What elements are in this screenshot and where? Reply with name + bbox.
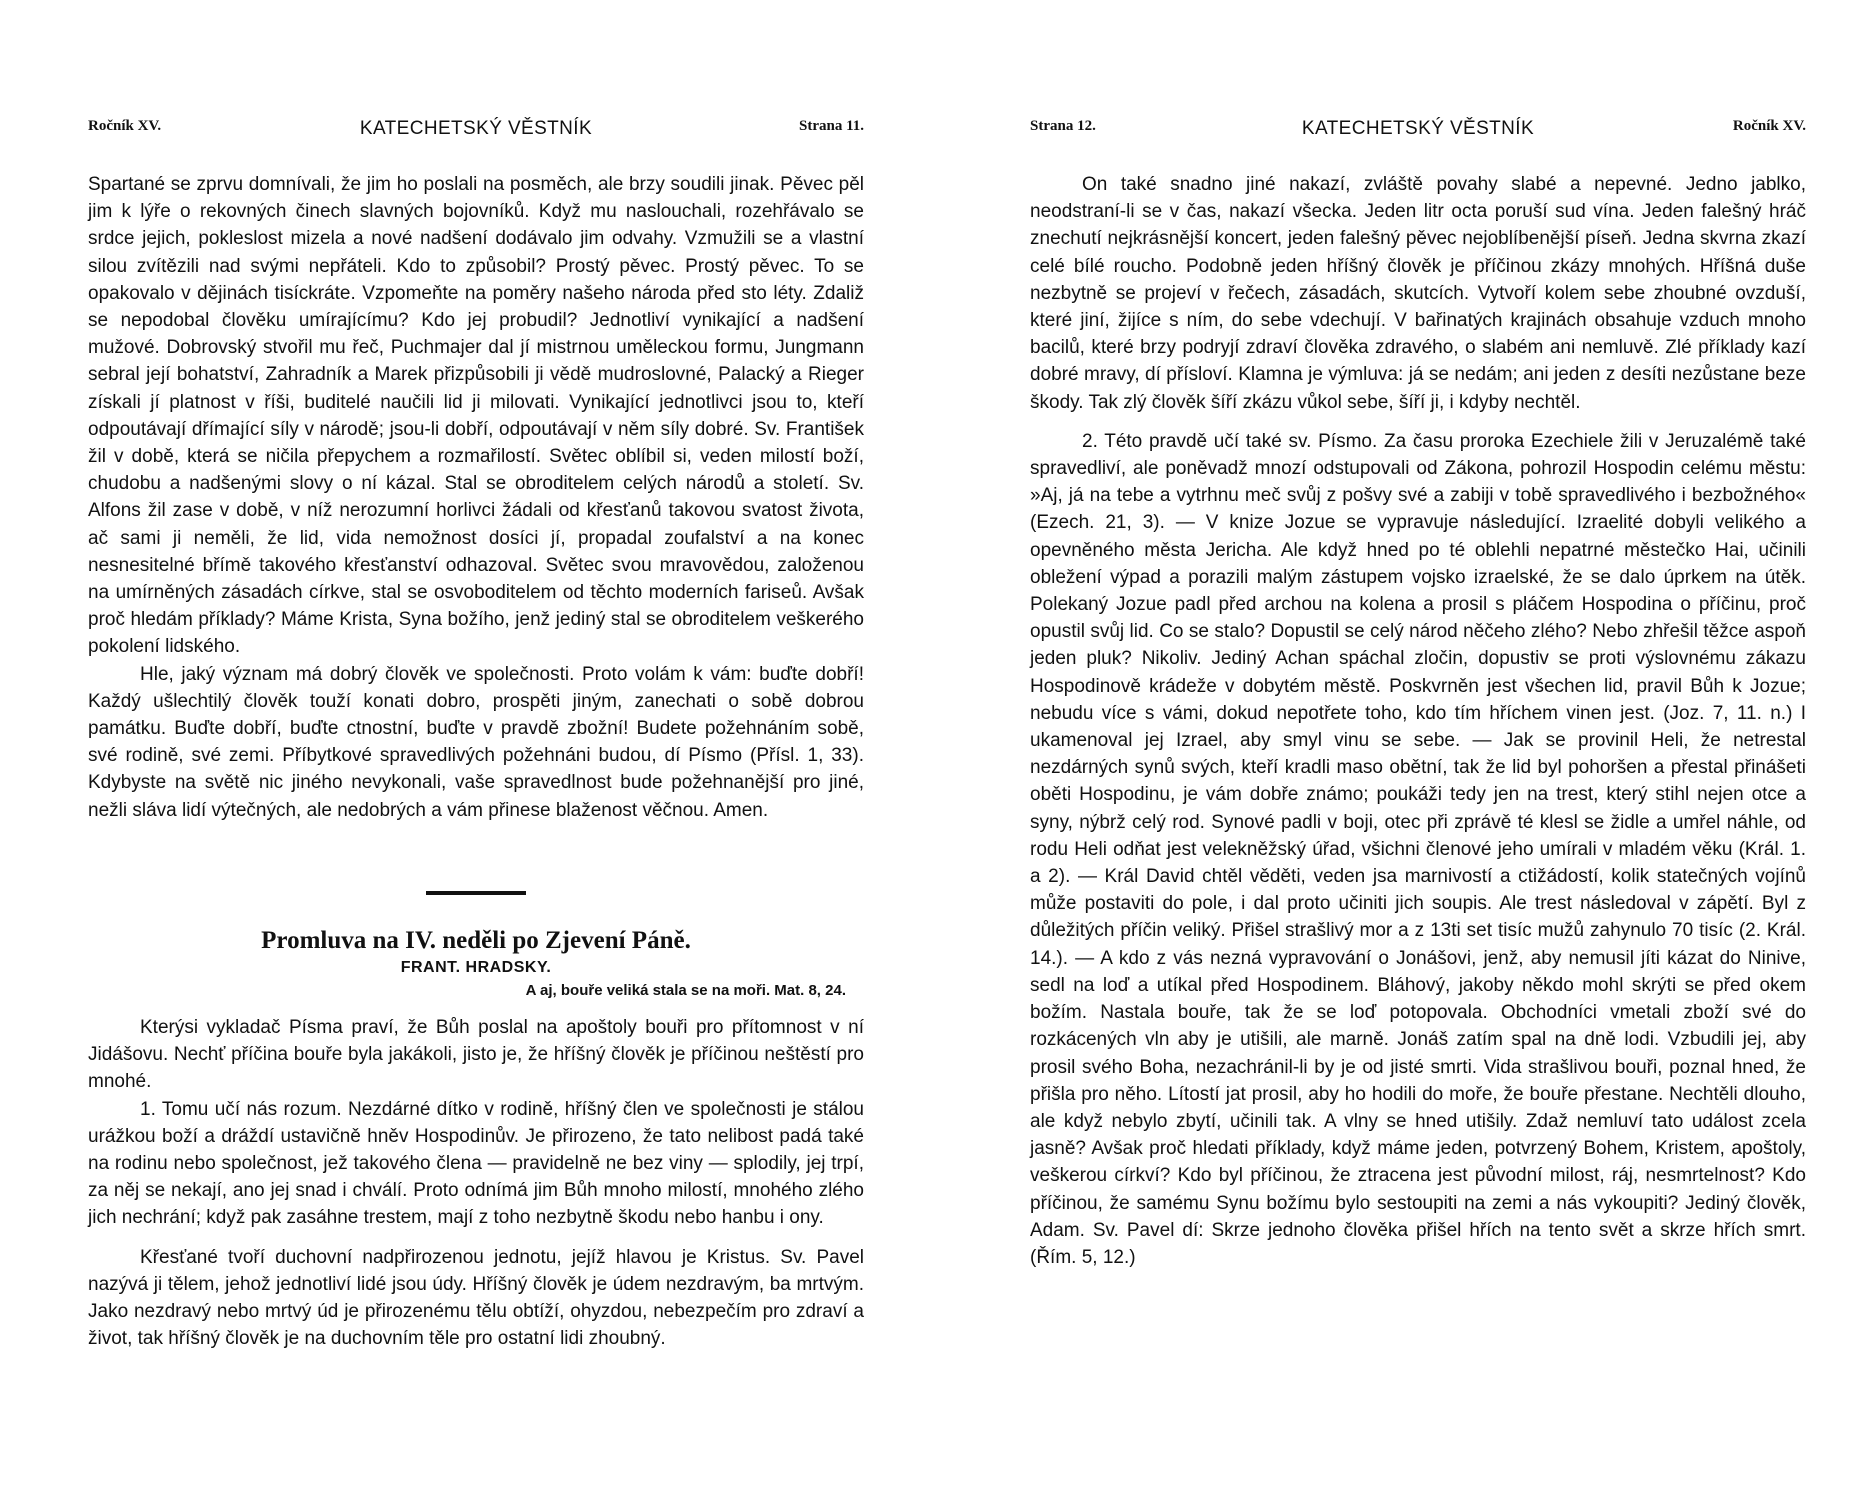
sermon-heading: [88, 925, 864, 1003]
journal-title: KATECHETSKÝ VĚSTNÍK: [1301, 118, 1535, 139]
sermon-body: [88, 1014, 864, 1352]
section-divider: [426, 891, 526, 895]
paragraph: 1. Tomu učí nás rozum. Nezdárné dítko v rodině, hříšný člen ve společnosti je stálou urážkou boží a dráždí ustavičně hněv Hospodinův. Je přirozeno, že tato nelibost padá také na rodinu nebo společnost, jež takového člena — pravidelně ne bez viny — splodily, jej trpí, za něj se nekají, ano jej snad i chválí. Proto odnímá jim Bůh mnoho milostí, mnohého zlého jich nechrání; když pak zasáhne trestem, mají z toho nezbytně škodu nebo hanbu i ony.: [88, 1098, 864, 1229]
sermon-motto: A aj, bouře veliká stala se na moři. Mat. 8, 24.: [525, 982, 846, 999]
page-number: Strana 12.: [1030, 118, 1096, 134]
right-page-body: [1030, 171, 1806, 1271]
paragraph: Hle, jaký význam má dobrý člověk ve společnosti. Proto volám k vám: buďte dobří! Každý ušlechtilý člověk touží konati dobro, prospěti jiným, zanechati o sobě dobrou památku. Buďte dobří, buďte ctnostní, buďte v pravdě zbožní! Budete požehnáním sobě, své rodině, své zemi. Příbytkové spravedlivých požehnáni budou, dí Písmo (Přísl. 1, 33). Kdybyste na světě nic jiného nevykonali, vaše spravedlnost bude požehnanější pro jiné, nežli sláva lidí výtečných, ale nedobrých a vám přinese blaženost věčnou. Amen.: [88, 663, 864, 821]
paragraph: Kterýsi vykladač Písma praví, že Bůh poslal na apoštoly bouři pro přítomnost v ní Jidášovu. Nechť příčina bouře byla jakákoli, jisto je, že hříšný člověk je příčinou neštěstí pro mnohé.: [88, 1017, 864, 1093]
volume-label: Ročník XV.: [1732, 118, 1806, 134]
left-page-header: [88, 118, 864, 142]
paragraph: On také snadno jiné nakazí, zvláště povahy slabé a nepevné. Jedno jablko, neodstraní-li se v čas, nakazí všecka. Jeden litr octa poruší sud vína. Jeden falešný hráč znechutí nejkrásnější koncert, jeden falešný pěvec nejoblíbenější píseň. Jedna skvrna zkazí celé bílé roucho. Podobně jeden hříšný člověk je příčinou zkázy mnohých. Hříšná duše nezbytně se projeví v řečech, zásadách, skutcích. Vytvoří kolem sebe zhoubné ovzduší, které jiní, žijíce s ním, do sebe vdechují. V bařinatých krajinách obsahuje vzduch mnoho bacilů, které brzy podryjí zdraví člověka zdravého, o slabém ani nemluvě. Zlé příklady kazí dobré mravy, dí přísloví. Klamna je výmluva: já se nedám; ani jeden z desíti nezůstane beze škody. Tak zlý člověk šíří zkázu vůkol sebe, šíří ji, i kdyby nechtěl.: [1030, 174, 1806, 413]
left-page-body: [88, 171, 864, 824]
paragraph: 2. Této pravdě učí také sv. Písmo. Za času proroka Ezechiele žili v Jeruzalémě také spravedliví, ale poněvadž mnozí odstupovali od Zákona, pohrozil Hospodin celému městu: »Aj, já na tebe a vytrhnu meč svůj z pošvy své a zabiji v tobě spravedlivého i bezbožného« (Ezech. 21, 3). — V knize Jozue se vypravuje následující. Izraelité dobyli velikého a opevněného města Jericha. Ale když hned po té oblehli nepatrné městečko Hai, učinili obležení výpad a porazili malým zástupem vojsko izraelské, že se dalo úprkem na útěk. Polekaný Jozue padl před archou na kolena a prosil s pláčem Hospodina o příčinu, proč opustil svůj lid. Co se stalo? Dopustil se celý národ něčeho zlého? Nebo zhřešil těžce aspoň jeden pluk? Nikoliv. Jediný Achan spáchal zločin, dopustiv se proti výslovnému zákazu Hospodinově krádeže v dobytém městě. Poskvrněn jest všechen lid, pravil Bůh k Jozue; nebudu více s vámi, dokud nepotřete toho, kdo tím hříchem vinen jest. (Joz. 7, 11. n.) I ukamenoval jej Izrael, aby smyl vinu se sebe. — Jak se provinil Heli, že netrestal nezdárných synů svých, kteří kradli maso obětní, tak že lid byl pohoršen a přestal přinášeti oběti Hospodinu, je vám dobře známo; poukáži tedy jen na trest, který stihl nejen otce a syny, nýbrž celý rod. Synové padli v boji, otec při zprávě té klesl se židle a umřel náhle, od rodu Heli odňat jest velekněžský úřad, všichni členové jeho umírali v mladém věku (Král. 1. a 2). — Král David chtěl věděti, veden jsa marnivostí a ctižádostí, kolik statečných vojínů může postaviti do pole, i dal proto učiniti jich soupis. Ale trest následoval v zápětí. Byl z důležitých příčin veliký. Přišel strašlivý mor a z 13ti set tisíc mužů zahynulo 70 tisíc (2. Král. 14.). — A kdo z vás nezná vypravování o Jonášovi, jenž, aby nemusil jíti kázat do Ninive, sedl na loď a utíkal před Hospodinem. Bláhový, jakoby někdo mohl skrýti se před okem božím. Nastala bouře, tak že se loď potopovala. Obchodníci vmetali zboží své do rozkácených vln aby je utišili, ale marně. Jonáš zatím spal na dně lodi. Vzbudili jej, aby prosil svého Boha, nezachránil-li by je od jisté smrti. Vida strašlivou bouři, poznal hned, že přišla pro něho. Lítostí jat prosil, aby ho hodili do moře, že bouře přestane. Nechtěli dlouho, ale když nebylo zbytí, učinili tak. A vlny se hned utišily. Zdaž nemluví tato událost zcela jasně? Avšak proč hledati příklady, když máme jeden, potvrzený Bohem, Kristem, apoštoly, veškerou církví? Kdo byl příčinou, že ztracena jest původní milost, ráj, nesmrtelnost? Kdo příčinou, že samému Synu božímu bylo sestoupiti na zemi a nás vykoupiti? Jediný člověk, Adam. Sv. Pavel dí: Skrze jednoho člověka přišel hřích na tento svět a skrze hřích smrt. (Řím. 5, 12.): [1030, 430, 1806, 1268]
journal-title: KATECHETSKÝ VĚSTNÍK: [359, 118, 593, 139]
sermon-author: FRANT. HRADSKY.: [400, 959, 552, 976]
right-page-header: [1030, 118, 1806, 142]
paragraph: Spartané se zprvu domnívali, že jim ho poslali na posměch, ale brzy soudili jinak. Pěvec pěl jim k lýře o rekovných činech slavných bojovníků. Když mu naslouchali, rozehřávalo se srdce jejich, pokleslost mizela a nové nadšení dodávalo jim odvahy. Vzmužili se a vlastní silou zvítězili nad svými nepřáteli. Kdo to způsobil? Prostý pěvec. Prostý pěvec. To se opakovalo v dějinách tisíckráte. Vzpomeňte na poměry našeho národa před sto léty. Zdaliž se nepodobal člověku umírajícímu? Kdo jej probudil? Jednotliví vynikající a nadšení mužové. Dobrovský stvořil mu řeč, Puchmajer dal jí mistrnou uměleckou formu, Jungmann sebral její bohatství, Zahradník a Marek přizpůsobili ji vědě mudroslovné, Palacký a Rieger získali jí platnost v říši, buditelé naučili lid ji milovati. Vynikající jednotlivci jsou to, kteří odpoutávají dřímající síly v národě; jsou-li dobří, odpoutávají v něm síly dobré. Sv. František žil v době, která se ničila přepychem a rozmařilostí. Světec oblíbil si, veden milostí boží, chudobu a nadšenými slovy o ní kázal. Stal se obroditelem celých národů a století. Sv. Alfons žil zase v době, v níž nerozumní horlivci žádali od křesťanů takovou svatost života, ač sami ji neměli, že lid, vida nemožnost dosíci jí, propadal zoufalství a na konec nesnesitelné břímě takového křesťanství odhazoval. Světec svou mravovědou, založenou na umírněných zásadách církve, stal se osvoboditelem od těchto moderních fariseů. Avšak proč hledám příklady? Máme Krista, Syna božího, jenž jediný stal se obroditelem veškerého pokolení lidského.: [88, 174, 864, 658]
page-number: Strana 11.: [798, 118, 864, 134]
volume-label: Ročník XV.: [88, 118, 162, 134]
paragraph: Křesťané tvoří duchovní nadpřirozenou jednotu, jejíž hlavou je Kristus. Sv. Pavel nazývá ji tělem, jehož jednotliví lidé jsou údy. Hříšný člověk je údem nezdravým, ba mrtvým. Jako nezdravý nebo mrtvý úd je přirozenému tělu obtíží, ohyzdou, nebezpečím pro zdraví a život, tak hříšný člověk je na duchovním těle pro ostatní lidi zhoubný.: [88, 1246, 864, 1350]
sermon-title: Promluva na IV. neděli po Zjevení Páně.: [261, 927, 691, 954]
